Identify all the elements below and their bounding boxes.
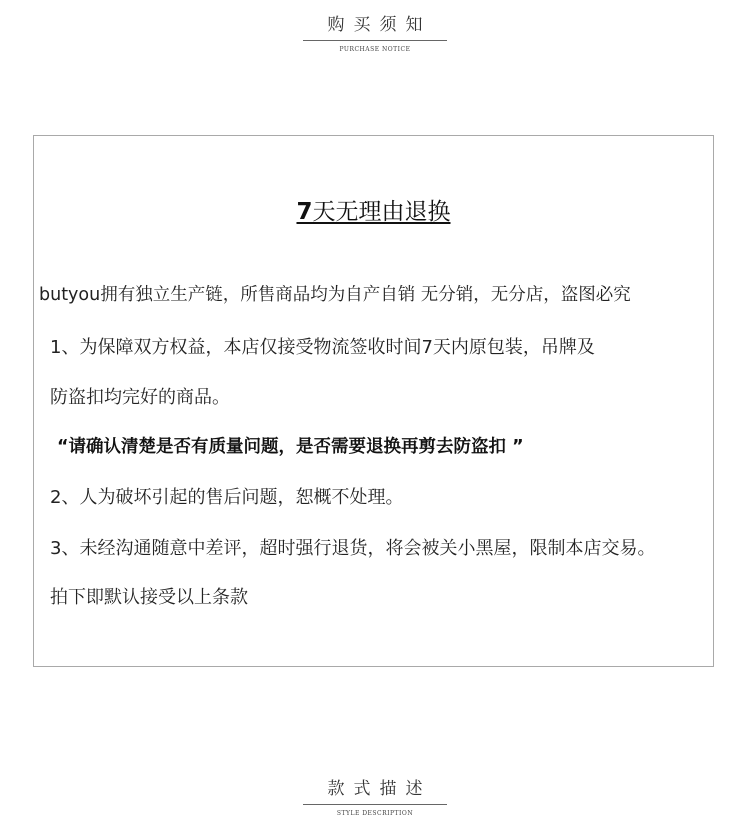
rule-3: 3、未经沟通随意中差评，超时强行退货，将会被关小黑屋，限制本店交易。 — [50, 538, 656, 559]
notice-title — [34, 198, 713, 226]
section-title: 购买须知 — [327, 15, 432, 35]
rule-1-line-2: 防盗扣均完好的商品。 — [50, 387, 230, 408]
section-title: 款式描述 — [327, 779, 432, 799]
section-subtitle: STYLE DESCRIPTION — [336, 810, 414, 817]
section-divider — [303, 804, 447, 805]
closing-statement: 拍下即默认接受以上条款 — [50, 587, 248, 608]
quality-check-quote: “请确认清楚是否有质量问题，是否需要退换再剪去防盗扣 ” — [57, 437, 524, 457]
notice-intro: butyou拥有独立生产链，所售商品均为自产自销 无分销，无分店，盗图必究 — [39, 285, 631, 305]
style-description-header — [0, 779, 750, 818]
section-subtitle: PURCHASE NOTICE — [339, 46, 411, 53]
notice-box — [33, 135, 714, 667]
purchase-notice-header — [0, 15, 750, 54]
notice-title-text: 天无理由退换 — [312, 199, 451, 225]
rule-1-line-1: 1、为保障双方权益，本店仅接受物流签收时间7天内原包装，吊牌及 — [50, 337, 595, 358]
rule-2: 2、人为破坏引起的售后问题，恕概不处理。 — [50, 487, 404, 508]
section-divider — [303, 40, 447, 41]
notice-title-number: 7 — [296, 199, 313, 225]
